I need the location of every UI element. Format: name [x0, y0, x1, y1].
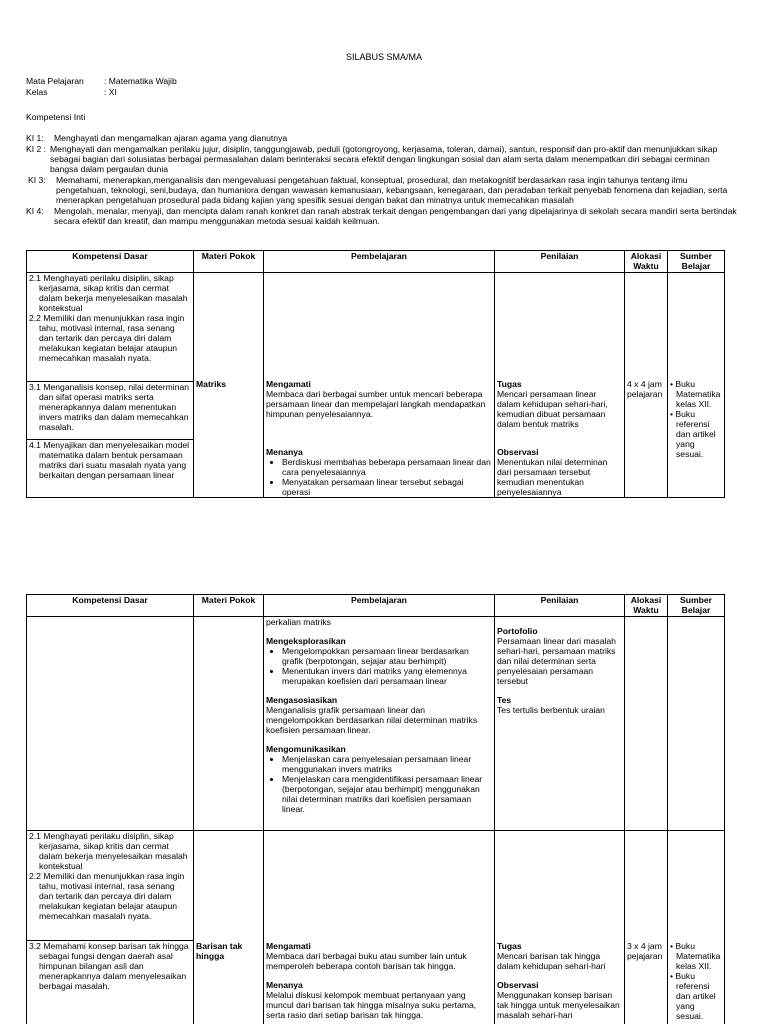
eksplorasi-heading: Mengeksplorasikan	[266, 636, 346, 646]
sumber-text: Buku referensi dan artikel yang sesuai.	[675, 409, 716, 459]
menanya-text: Melalui diskusi kelompok membuat pertanyaan yang muncul dari barisan tak hingga misalnya suku pertama, serta rasio dari setiap barisan tak hingga.	[266, 990, 477, 1020]
kd-3-2: 3.2 Memahami konsep barisan tak hingga sebagai fungsi dengan daerah asal himpunan bilangan asli dan menerapkannya dalam menyelesaikan berbagai masalah.	[29, 941, 189, 991]
meta-label: Mata Pelajaran	[26, 76, 84, 86]
tugas-text: Mencari persamaan linear dalam kehidupan sehari-hari, kemudian dibuat persamaan dalam bentuk matriks	[497, 389, 608, 429]
sumber-text: Buku Matematika kelas XII.	[675, 379, 721, 409]
ki-item	[26, 144, 738, 174]
header-alokasi: Alokasi Waktu	[625, 251, 668, 273]
header-materi: Materi Pokok	[194, 595, 264, 617]
list-item: • Menyatakan persamaan linear tersebut sebagai operasi	[282, 477, 492, 497]
mengamati-text: Membaca dari berbagai buku atau sumber lain untuk memperoleh beberapa contoh barisan tak hingga.	[266, 951, 467, 971]
menanya-heading: Menanya	[266, 447, 303, 457]
pembelajaran-cell	[264, 617, 495, 831]
ki-list	[26, 133, 738, 227]
ki-text: Mengolah, menalar, menyaji, dan mencipta dalam ranah konkret dan ranah abstrak terkait dengan pengembangan dari yang dipelajarinya di sekolah secara mandiri serta bertindak secara efektif dan kreatif, dan mampu menggunakan metoda sesuai kaidah keilmuan.	[54, 206, 737, 226]
tugas-text: Mencari barisan tak hingga dalam kehidupan sehari-hari	[497, 951, 606, 971]
penilaian-cell	[495, 617, 625, 831]
pembelajaran-cell	[264, 273, 495, 498]
menanya-heading: Menanya	[266, 980, 303, 990]
ki-label: KI 3:	[28, 175, 46, 185]
meta-label: Kelas	[26, 87, 48, 97]
komunikasi-list	[266, 754, 492, 814]
ki-item	[26, 206, 738, 226]
ki-label: KI 2 :	[26, 144, 47, 154]
header-materi: Materi Pokok	[194, 251, 264, 273]
alokasi-cell	[625, 617, 668, 831]
mengamati-heading: Mengamati	[266, 379, 311, 389]
sumber-item: • Buku referensi dan artikel yang sesuai.	[670, 409, 716, 459]
header-penilaian: Penilaian	[495, 595, 625, 617]
list-item: • Mengelompokkan persamaan linear berdasarkan grafik (berpotongan, sejajar atau berhimpit)	[282, 646, 492, 666]
alokasi-text: 3 x 4 jam pejajaran	[627, 941, 663, 961]
ki-text: Menghayati dan mengamalkan perilaku jujur, disiplin, tanggungjawab, peduli (gotongroyong, kerjasama, toleran, damai), santun, responsif dan pro-aktif dan menunjukkan sikap sebagai bagian dari solusiatas berbagai permasalahan dalam berinteraksi secara efektif dengan lingkungan sosial dan alam serta dalam menempatkan diri sebagai cerminan bangsa dalam pergaulan dunia	[50, 144, 718, 174]
komunikasi-heading: Mengomunikasikan	[266, 744, 346, 754]
ki-item	[26, 175, 738, 205]
meta-row-subject	[26, 76, 177, 87]
tugas-heading: Tugas	[497, 379, 522, 389]
header-alokasi: Alokasi Waktu	[625, 595, 668, 617]
header-penilaian: Penilaian	[495, 251, 625, 273]
meta-value: : XI	[104, 87, 117, 97]
kd-cell	[27, 831, 194, 941]
syllabus-table-2	[26, 594, 725, 1024]
kd-2-2: 2.2 Memiliki dan menunjukkan rasa ingin tahu, motivasi internal, rasa senang dan tertarik dan percaya diri dalam melakukan kegiatan belajar ataupun memecahkan masalah nyata.	[29, 313, 185, 363]
sumber-text: Buku Matematika kelas XII.	[675, 941, 721, 971]
table-row	[27, 831, 725, 941]
list-item: • Menentukan invers dari matriks yang elemennya merupakan koefisien dari persamaan linear	[282, 666, 492, 686]
sumber-cell	[668, 617, 725, 831]
menanya-list	[266, 457, 492, 497]
ki-text: Memahami, menerapkan,menganalisis dan mengevaluasi pengetahuan faktual, konseptual, prosedural, dan metakognitif berdasarkan rasa ingin tahunya tentang ilmu pengetahuan, teknologi, seni,budaya, dan humaniora dengan wawasan kemanusiaan, kebangsaan, kenegaraan, dan peradaban terkait penyebab fenomena dan kejadian, serta menerapkan pengetahuan prosedural pada bidang kajian yang spesifik sesuai dengan bakat dan minatnya untuk memecahkan masalah	[56, 175, 728, 205]
header-kd: Kompetensi Dasar	[27, 595, 194, 617]
sumber-item: • Buku Matematika kelas XII.	[670, 941, 721, 971]
header-pembelajaran: Pembelajaran	[264, 251, 495, 273]
list-item: • Berdiskusi membahas beberapa persamaan linear dan cara penyelesaiannya	[282, 457, 492, 477]
penilaian-cell	[495, 273, 625, 498]
observasi-heading: Observasi	[497, 980, 539, 990]
asosiasi-text: Menganalisis grafik persamaan linear dan mengelompokkan berdasarkan nilai determinan matriks koefisien persamaan linear.	[266, 705, 478, 735]
kd-cell	[27, 273, 194, 382]
alokasi-text: 4 x 4 jam pelajaran	[627, 379, 663, 399]
sumber-item: • Buku Matematika kelas XII.	[670, 379, 721, 409]
ki-heading: Kompetensi Inti	[26, 112, 86, 122]
table-row	[27, 273, 725, 382]
list-item: • Menjelaskan cara mengidentifikasi persamaan linear (berpotongan, sejajar atau berhimpit) menggunakan nilai determinan matriks dari koefisien persamaan linear.	[282, 774, 492, 814]
kd-cell	[27, 617, 194, 831]
kd-cell	[27, 382, 194, 440]
header-sumber: Sumber Belajar	[668, 595, 725, 617]
list-item: • Menjelaskan cara penyelesaian persamaan linear menggunakan invers matriks	[282, 754, 492, 774]
penilaian-cell	[495, 831, 625, 1024]
kd-2-2: 2.2 Memiliki dan menunjukkan rasa ingin tahu, motivasi internal, rasa senang dan tertarik dan percaya diri dalam melakukan kegiatan belajar ataupun memecahkan masalah nyata.	[29, 871, 185, 921]
subject-meta	[26, 76, 177, 98]
kd-2-1: 2.1 Menghayati perilaku disiplin, sikap kerjasama, sikap kritis dan cermat dalam bekerja menyelesaikan masalah kontekstual	[29, 273, 188, 313]
mengamati-heading: Mengamati	[266, 941, 311, 951]
header-pembelajaran: Pembelajaran	[264, 595, 495, 617]
kd-4-1: 4.1 Menyajikan dan menyelesaikan model matematika dalam bentuk persamaan matriks dari suatu masalah nyata yang berkaitan dengan persamaan linear	[29, 440, 190, 481]
kd-2-1: 2.1 Menghayati perilaku disiplin, sikap kerjasama, sikap kritis dan cermat dalam bekerja menyelesaikan masalah kontekstual	[29, 831, 188, 871]
continued-text: perkalian matriks	[266, 617, 331, 627]
ki-label: KI 4:	[26, 206, 44, 216]
materi-cell	[194, 273, 264, 498]
kd-3-1: 3.1 Menganalisis konsep, nilai determinan dan sifat operasi matriks serta menerapkannya dalam menentukan invers matriks dan dalam memecahkan masalah.	[29, 382, 190, 433]
portofolio-text: Persamaan linear dari masalah sehari-hari, persamaan matriks dan nilai determinan serta penyelesaian persamaan tersebut	[497, 636, 616, 686]
materi-text: Barisan tak hingga	[196, 941, 243, 961]
kd-cell	[27, 941, 194, 1024]
alokasi-cell	[625, 273, 668, 498]
materi-cell	[194, 831, 264, 1024]
portofolio-heading: Portofolio	[497, 626, 538, 636]
table-header-row	[27, 595, 725, 617]
header-kd: Kompetensi Dasar	[27, 251, 194, 273]
observasi-heading: Observasi	[497, 447, 539, 457]
tes-heading: Tes	[497, 695, 512, 705]
alokasi-cell	[625, 831, 668, 1024]
sumber-cell	[668, 831, 725, 1024]
header-sumber: Sumber Belajar	[668, 251, 725, 273]
asosiasi-heading: Mengasosiasikan	[266, 695, 338, 705]
ki-item	[26, 133, 738, 143]
meta-value: : Matematika Wajib	[104, 76, 177, 86]
sumber-item: • Buku referensi dan artikel yang sesuai.	[670, 971, 716, 1021]
pembelajaran-cell	[264, 831, 495, 1024]
mengamati-text: Membaca dari berbagai sumber untuk mencari beberapa persamaan linear dan mempelajari langkah mendapatkan himpunan penyelesaiannya.	[266, 389, 486, 419]
sumber-cell	[668, 273, 725, 498]
ki-text: Menghayati dan mengamalkan ajaran agama yang dianutnya	[54, 133, 288, 143]
materi-cell	[194, 617, 264, 831]
document-title: SILABUS SMA/MA	[345, 52, 423, 62]
materi-text: Matriks	[196, 379, 227, 389]
observasi-text: Menggunakan konsep barisan tak hingga untuk menyelesaikan masalah sehari-hari	[497, 990, 620, 1020]
meta-row-class	[26, 87, 177, 98]
observasi-text: Menentukan nilai determinan dari persamaan tersebut kemudian menentukan penyelesaiannya	[497, 457, 608, 497]
eksplorasi-list	[266, 646, 492, 686]
syllabus-table-1	[26, 250, 725, 498]
table-header-row	[27, 251, 725, 273]
sumber-text: Buku referensi dan artikel yang sesuai.	[675, 971, 716, 1021]
ki-label: KI 1:	[26, 133, 44, 143]
tes-text: Tes tertulis berbentuk uraian	[497, 705, 605, 715]
table-row	[27, 617, 725, 831]
kd-cell	[27, 440, 194, 498]
tugas-heading: Tugas	[497, 941, 522, 951]
